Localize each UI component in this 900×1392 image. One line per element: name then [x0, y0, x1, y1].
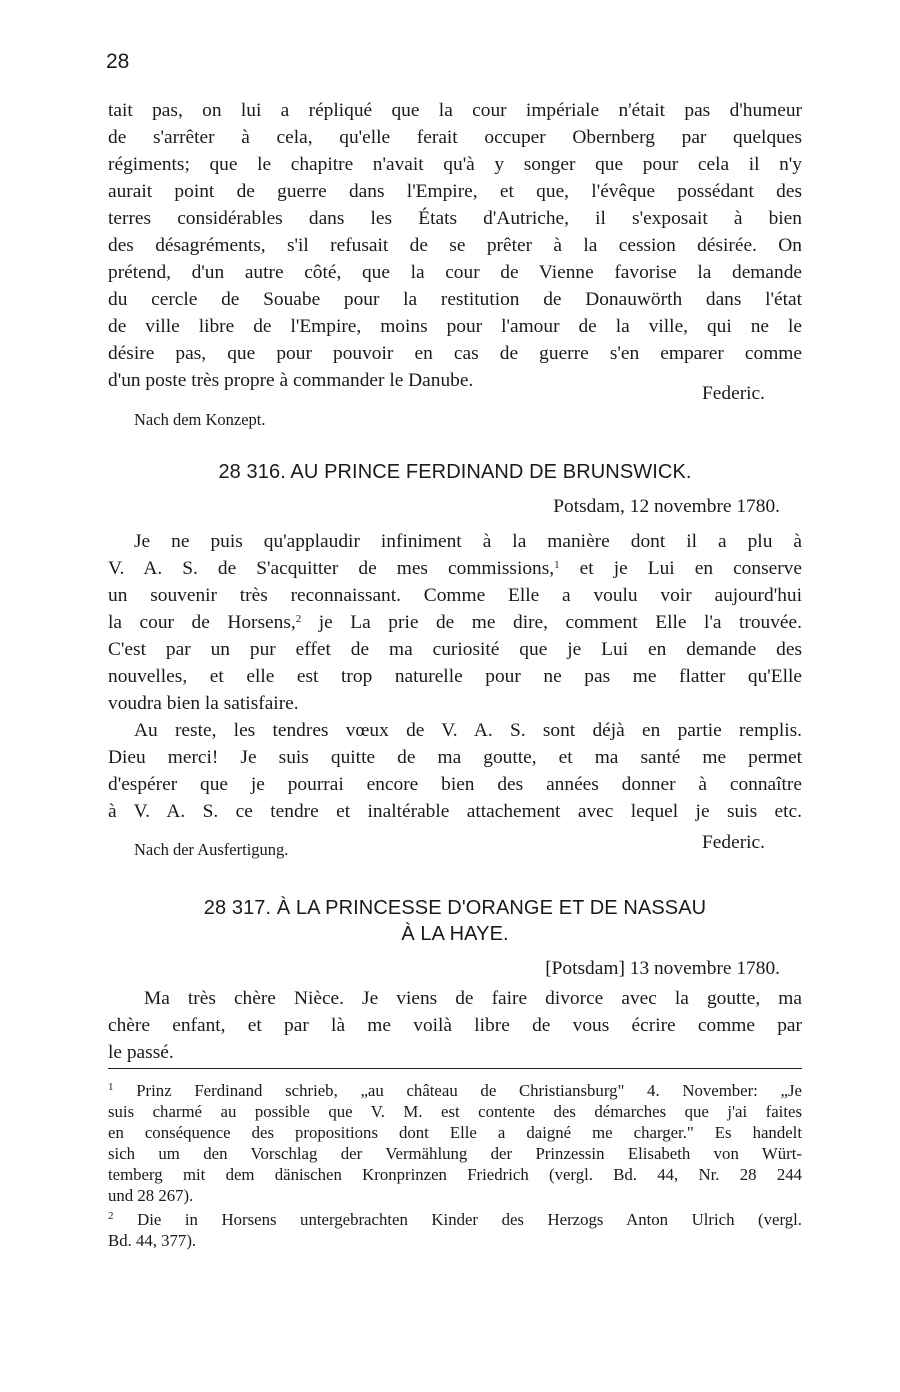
- text-line: [108, 555, 802, 582]
- text-line: aurait point de guerre dans l'Empire, et que, l'évêque possédant des: [108, 181, 802, 202]
- text-line: temberg mit dem dänischen Kronprinzen Friedrich (vergl. Bd. 44, Nr. 28 244: [108, 1165, 802, 1184]
- heading-line: À LA HAYE.: [401, 923, 509, 945]
- text-line: voudra bien la satisfaire.: [108, 693, 299, 714]
- page-number: 28: [106, 50, 130, 73]
- heading-line: 28 317. À LA PRINCESSE D'ORANGE ET DE NASSAU: [203, 897, 707, 919]
- text-line: Ma très chère Nièce. Je viens de faire divorce avec la goutte, ma: [144, 988, 802, 1009]
- text-line: à V. A. S. ce tendre et inaltérable attachement avec lequel je suis etc.: [108, 801, 802, 822]
- text-fragment: la cour de Horsens,: [108, 612, 296, 633]
- letter-continuation: [108, 97, 802, 394]
- text-line: terres considérables dans les États d'Autriche, il s'exposait à bien: [108, 208, 802, 229]
- body-paragraph: [108, 985, 802, 1066]
- text-line: d'un poste très propre à commander le Danube.: [108, 370, 474, 391]
- text-line: chère enfant, et par là me voilà libre de vous écrire comme par: [108, 1015, 802, 1036]
- footnote-rule: [108, 1068, 802, 1069]
- letter-heading: 28 316. AU PRINCE FERDINAND DE BRUNSWICK.: [218, 461, 692, 483]
- continuation-paragraph: [108, 97, 802, 394]
- source-note: Nach der Ausfertigung.: [134, 840, 289, 859]
- text-line: de ville libre de l'Empire, moins pour l'amour de la ville, qui ne le: [108, 316, 802, 337]
- text-fragment: Prinz Ferdinand schrieb, „au château de Christiansburg" 4. November: „Je: [136, 1081, 802, 1100]
- body-paragraph: [108, 528, 802, 717]
- text-line: tait pas, on lui a répliqué que la cour impériale n'était pas d'humeur: [108, 100, 802, 121]
- text-fragment: et je Lui en conserve: [559, 558, 802, 579]
- text-line: des désagréments, s'il refusait de se prêter à la cession désirée. On: [108, 235, 802, 256]
- text-line: und 28 267).: [108, 1186, 194, 1205]
- text-line: régiments; que le chapitre n'avait qu'à y songer que pour cela il n'y: [108, 154, 802, 175]
- text-line: sich um den Vorschlag der Vermählung der Prinzessin Elisabeth von Würt-: [108, 1144, 802, 1163]
- text-line: suis charmé au possible que V. M. est contente des démarches que j'ai faites: [108, 1102, 802, 1121]
- footnote-2: [108, 1209, 802, 1251]
- text-line: C'est par un pur effet de ma curiosité que je Lui en demande des: [108, 639, 802, 660]
- footnote-marker: 1: [554, 559, 560, 571]
- footnote-1: [108, 1080, 802, 1206]
- text-line: Au reste, les tendres vœux de V. A. S. sont déjà en partie remplis.: [134, 720, 802, 741]
- footnotes: [108, 1080, 802, 1254]
- text-line: [108, 1209, 802, 1230]
- text-line: de s'arrêter à cela, qu'elle ferait occuper Obernberg par quelques: [108, 127, 802, 148]
- text-line: prétend, d'un autre côté, que la cour de Vienne favorise la demande: [108, 262, 802, 283]
- source-note: Nach dem Konzept.: [134, 410, 266, 429]
- text-fragment: Die in Horsens untergebrachten Kinder des Herzogs Anton Ulrich (vergl.: [137, 1210, 802, 1229]
- text-line: [108, 609, 802, 636]
- text-line: Dieu merci! Je suis quitte de ma goutte, et ma santé me permet: [108, 747, 802, 768]
- text-line: du cercle de Souabe pour la restitution de Donauwörth dans l'état: [108, 289, 802, 310]
- text-line: en conséquence des propositions dont Elle a daigné me charger." Es handelt: [108, 1123, 802, 1142]
- signature: Federic.: [702, 832, 765, 853]
- dateline: Potsdam, 12 novembre 1780.: [553, 496, 780, 517]
- text-line: le passé.: [108, 1042, 174, 1063]
- text-line: Je ne puis qu'applaudir infiniment à la manière dont il a plu à: [134, 531, 802, 552]
- signature: Federic.: [702, 383, 765, 404]
- footnote-marker: 1: [108, 1081, 114, 1093]
- text-fragment: je La prie de me dire, comment Elle l'a trouvée.: [301, 612, 802, 633]
- text-line: d'espérer que je pourrai encore bien des années donner à connaître: [108, 774, 802, 795]
- text-line: un souvenir très reconnaissant. Comme Elle a voulu voir aujourd'hui: [108, 585, 802, 606]
- text-line: nouvelles, et elle est trop naturelle pour ne pas me flatter qu'Elle: [108, 666, 802, 687]
- text-line: désire pas, que pour pouvoir en cas de guerre s'en emparer comme: [108, 343, 802, 364]
- text-line: Bd. 44, 377).: [108, 1231, 197, 1250]
- letter-body: [108, 528, 802, 825]
- dateline: [Potsdam] 13 novembre 1780.: [545, 958, 780, 979]
- text-line: [108, 1080, 802, 1101]
- footnote-marker: 2: [295, 613, 302, 625]
- body-paragraph: [108, 717, 802, 825]
- letter-heading: [108, 895, 802, 947]
- text-fragment: V. A. S. de S'acquitter de mes commissions,: [108, 558, 555, 579]
- footnote-marker: 2: [108, 1210, 114, 1222]
- letter-body: [108, 985, 802, 1066]
